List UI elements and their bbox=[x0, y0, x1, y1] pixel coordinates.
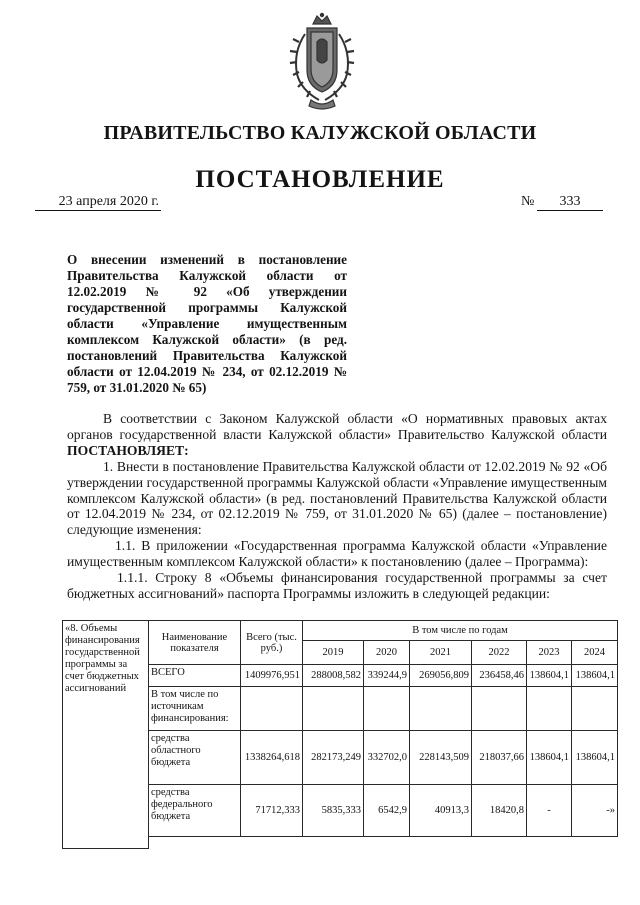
row-label: ВСЕГО bbox=[149, 665, 241, 687]
row-value bbox=[303, 687, 364, 731]
row-value: 282173,249 bbox=[303, 731, 364, 785]
row-value: 6542,9 bbox=[364, 785, 410, 837]
year-header: 2024 bbox=[572, 641, 618, 665]
row-value: 138604,1 bbox=[572, 731, 618, 785]
row-value: 228143,509 bbox=[410, 731, 472, 785]
year-header: 2023 bbox=[527, 641, 572, 665]
clause-1-1: 1.1. В приложении «Государственная программа Калужской области «Управление имущественным комплексом Калужской области» к постановлению (далее – Программа): bbox=[67, 538, 607, 570]
row-value: 339244,9 bbox=[364, 665, 410, 687]
row-total: 1338264,618 bbox=[241, 731, 303, 785]
row-value: 5835,333 bbox=[303, 785, 364, 837]
row-value: 18420,8 bbox=[472, 785, 527, 837]
row-total bbox=[241, 687, 303, 731]
row-value bbox=[364, 687, 410, 731]
clause-1: 1. Внести в постановление Правительства Калужской области от 12.02.2019 № 92 «Об утверждении государственной программы Калужской области «Управление имущественным комплексом Калужской области» (в ред. постановлений Правительства Калужской области от 12.04.2019 № 234, от 02.12.2019 № 759, от 31.01.2020 № 65) (далее – постановление) следующие изменения: bbox=[67, 458, 607, 538]
number-sign: № bbox=[521, 194, 535, 209]
row-value: 138604,1 bbox=[572, 665, 618, 687]
decree-colon: : bbox=[184, 442, 189, 458]
document-date: 23 апреля 2020 г. bbox=[35, 194, 161, 211]
row-label: средства областного бюджета bbox=[149, 731, 241, 785]
header-total: Всего (тыс. руб.) bbox=[241, 621, 303, 665]
preamble bbox=[67, 411, 607, 459]
table-bottom-spacer bbox=[149, 837, 618, 849]
document-number: 333 bbox=[537, 194, 603, 211]
row-value bbox=[527, 687, 572, 731]
row-value bbox=[410, 687, 472, 731]
coat-of-arms-icon bbox=[283, 12, 361, 112]
row-value: 138604,1 bbox=[527, 665, 572, 687]
document-kind: ПОСТАНОВЛЕНИЕ bbox=[195, 166, 445, 193]
row-value: 332702,0 bbox=[364, 731, 410, 785]
row-title-cell: «8. Объемы финансирования государственной программы за счет бюджетных ассигнований bbox=[63, 621, 149, 849]
row-value: 236458,46 bbox=[472, 665, 527, 687]
row-label: В том числе по источникам финансирования: bbox=[149, 687, 241, 731]
preamble-text: В соответствии с Законом Калужской области «О нормативных правовых актах органов государственной власти Калужской области» Правительство Калужской области bbox=[67, 411, 607, 442]
year-header: 2020 bbox=[364, 641, 410, 665]
government-title: ПРАВИТЕЛЬСТВО КАЛУЖСКОЙ ОБЛАСТИ bbox=[103, 122, 537, 144]
row-total: 71712,333 bbox=[241, 785, 303, 837]
row-label: средства федерального бюджета bbox=[149, 785, 241, 837]
row-total: 1409976,951 bbox=[241, 665, 303, 687]
header-name: Наименование показателя bbox=[149, 621, 241, 665]
row-value bbox=[572, 687, 618, 731]
row-value: 40913,3 bbox=[410, 785, 472, 837]
year-header: 2022 bbox=[472, 641, 527, 665]
financing-table bbox=[62, 620, 618, 849]
document-subject: О внесении изменений в постановление Правительства Калужской области от 12.02.2019 № 92 «Об утверждении государственной программы Калужской области «Управление имущественным комплексом Калужской области» (в ред. постановлений Правительства Калужской области от 12.04.2019 № 234, от 02.12.2019 № 759, от 31.01.2020 № 65) bbox=[67, 252, 347, 395]
year-header: 2019 bbox=[303, 641, 364, 665]
row-value: 138604,1 bbox=[527, 731, 572, 785]
row-value: 269056,809 bbox=[410, 665, 472, 687]
row-value: - bbox=[527, 785, 572, 837]
document-body bbox=[67, 411, 607, 602]
header-years-group: В том числе по годам bbox=[303, 621, 618, 641]
decree-word: ПОСТАНОВЛЯЕТ bbox=[67, 442, 185, 458]
row-value: 288008,582 bbox=[303, 665, 364, 687]
year-header: 2021 bbox=[410, 641, 472, 665]
clause-1-1-1: 1.1.1. Строку 8 «Объемы финансирования государственной программы за счет бюджетных ассигнований» паспорта Программы изложить в следующей редакции: bbox=[67, 570, 607, 601]
row-value: -» bbox=[572, 785, 618, 837]
row-value: 218037,66 bbox=[472, 731, 527, 785]
row-value bbox=[472, 687, 527, 731]
